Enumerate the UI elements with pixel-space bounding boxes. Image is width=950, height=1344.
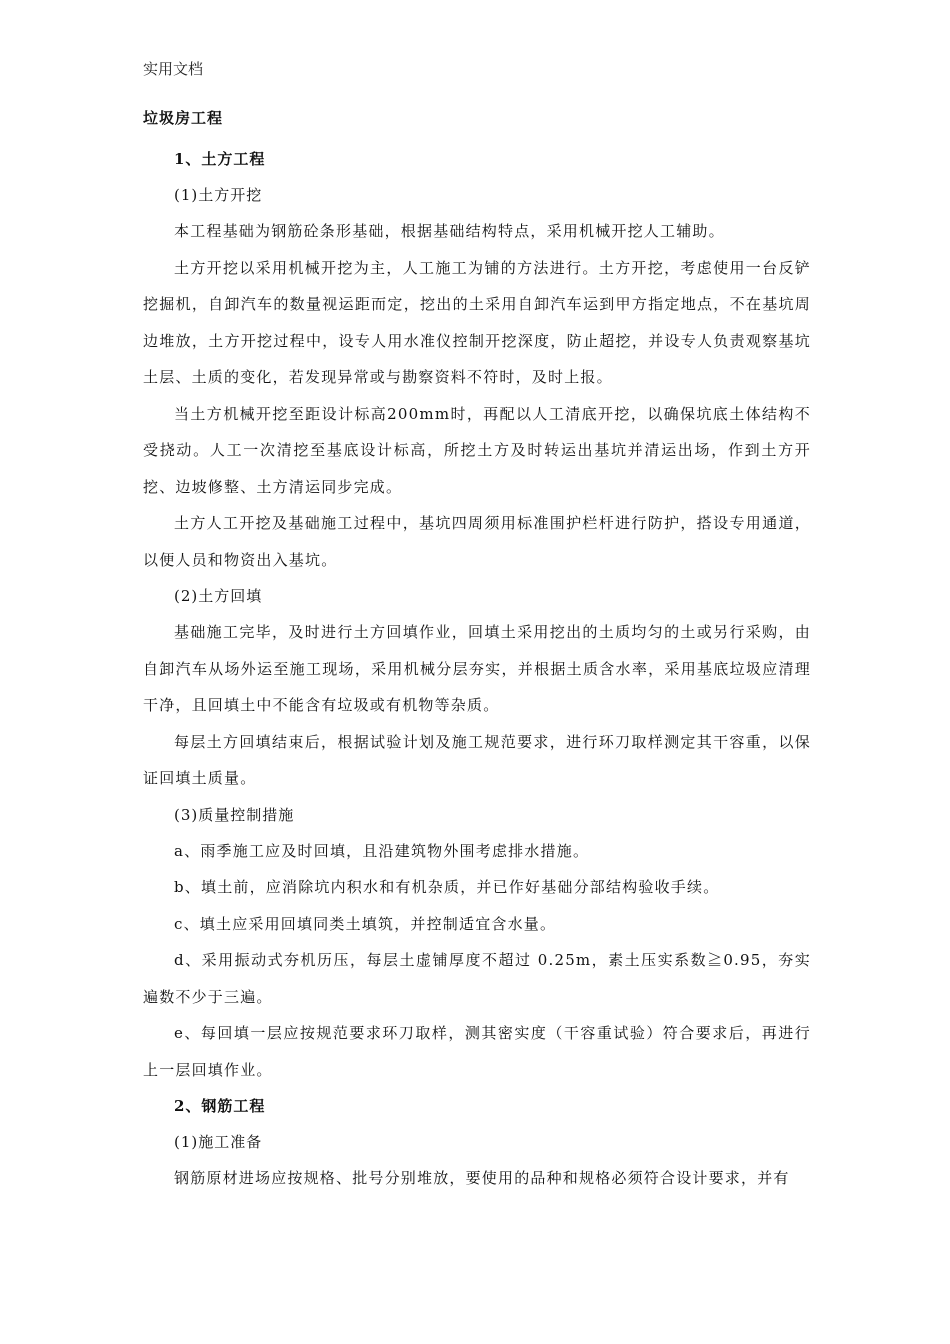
list-item: a、雨季施工应及时回填，且沿建筑物外围考虑排水措施。 [174,841,590,860]
list-item: e、每回填一层应按规范要求环刀取样，测其密实度（干容重试验）符合要求后，再进行上一层回填作业。 [143,1024,811,1079]
paragraph: 钢筋原材进场应按规格、批号分别堆放，要使用的品种和规格必须符合设计要求，并有 [174,1169,790,1187]
section-heading-earthwork: 1、土方工程 [174,150,266,168]
paragraph: 当土方机械开挖至距设计标高200mm时，再配以人工清底开挖，以确保坑底土体结构不受挠动。人工一次清挖至基底设计标高，所挖土方及时转运出基坑并清运出场，作到土方开挖、边坡修整、土方清运同步完成。 [143,404,811,496]
subsection-heading-preparation: (1)施工准备 [174,1133,263,1151]
list-item: c、填土应采用回填同类土填筑，并控制适宜含水量。 [174,914,557,933]
subsection-heading-excavation: (1)土方开挖 [174,186,263,204]
document-title: 垃圾房工程 [143,109,224,127]
list-item: d、采用振动式夯机历压，每层土虚铺厚度不超过 0.25m，素土压实系数≧0.95，夯实遍数不少于三遍。 [143,951,811,1006]
subsection-heading-backfill: (2)土方回填 [174,587,263,605]
list-item: b、填土前，应消除坑内积水和有机杂质，并已作好基础分部结构验收手续。 [174,878,720,896]
paragraph: 每层土方回填结束后，根据试验计划及施工规范要求，进行环刀取样测定其干容重，以保证回填土质量。 [143,732,811,787]
document-body [143,101,811,1197]
subsection-heading-quality-control: (3)质量控制措施 [174,805,295,824]
paragraph: 土方人工开挖及基础施工过程中，基坑四周须用标准围护栏杆进行防护，搭设专用通道，以便人员和物资出入基坑。 [143,514,811,569]
paragraph: 基础施工完毕，及时进行土方回填作业，回填土采用挖出的土质均匀的土或另行采购，由自卸汽车从场外运至施工现场，采用机械分层夯实，并根据土质含水率，采用基底垃圾应清理干净，且回填土中不能含有垃圾或有机物等杂质。 [143,623,811,714]
paragraph: 土方开挖以采用机械开挖为主，人工施工为铺的方法进行。土方开挖，考虑使用一台反铲挖掘机，自卸汽车的数量视运距而定，挖出的土采用自卸汽车运到甲方指定地点，不在基坑周边堆放，土方开挖过程中，设专人用水准仪控制开挖深度，防止超挖，并设专人负责观察基坑土层、土质的变化，若发现异常或与勘察资料不符时，及时上报。 [143,258,811,386]
section-heading-rebar: 2、钢筋工程 [174,1097,266,1115]
paragraph: 本工程基础为钢筋砼条形基础，根据基础结构特点，采用机械开挖人工辅助。 [174,222,725,240]
page-header: 实用文档 [143,60,204,78]
